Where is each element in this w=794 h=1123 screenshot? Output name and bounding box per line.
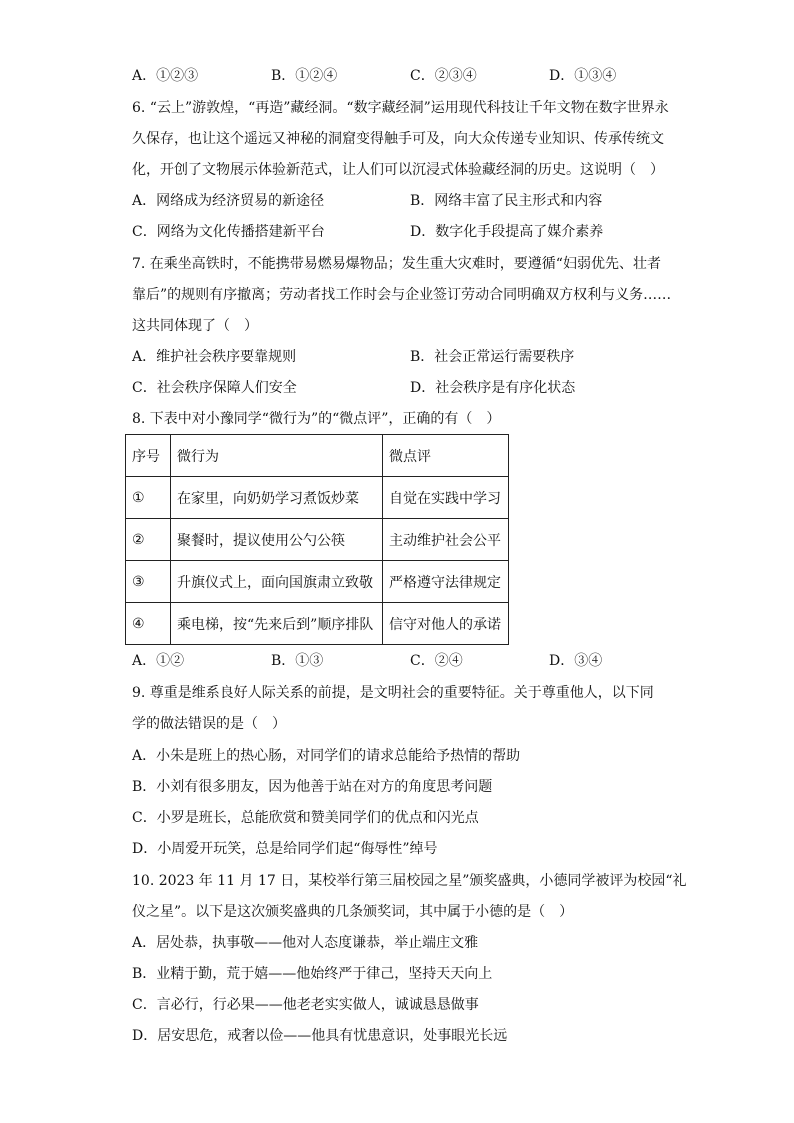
table-cell: 严格遵守法律规定 [383, 561, 509, 603]
q5-option-d: D．①③④ [549, 68, 617, 84]
q7-option-b: B．社会正常运行需要秩序 [410, 349, 575, 365]
q6-stem-line-2: 久保存，也让这个遥远又神秘的洞窟变得触手可及，向大众传递专业知识、传承传统文 [132, 131, 664, 147]
q10-stem-line-2: 仪之星”。以下是这次颁奖盛典的几条颁奖词，其中属于小德的是（ ） [132, 904, 574, 920]
q6-option-a: A．网络成为经济贸易的新途径 [132, 193, 325, 209]
table-cell: 乘电梯，按“先来后到”顺序排队 [171, 603, 383, 645]
micro-behavior-table [125, 434, 509, 645]
q7-option-d: D．社会秩序是有序化状态 [410, 380, 576, 396]
table-cell: 自觉在实践中学习 [383, 477, 509, 519]
q8-option-c: C．②④ [410, 653, 463, 669]
table-header-cell: 序号 [126, 435, 171, 477]
table-cell: ④ [126, 603, 171, 645]
q7-option-c: C．社会秩序保障人们安全 [132, 380, 297, 396]
table-cell: 信守对他人的承诺 [383, 603, 509, 645]
q5-option-b: B．①②④ [271, 68, 338, 84]
q8-stem: 8. 下表中对小豫同学“微行为”的“微点评”，正确的有（ ） [132, 411, 501, 427]
q8-option-d: D．③④ [549, 653, 603, 669]
table-cell: ② [126, 519, 171, 561]
q6-option-d: D．数字化手段提高了媒介素养 [410, 224, 604, 240]
q5-option-a: A．①②③ [132, 68, 199, 84]
table-cell: ① [126, 477, 171, 519]
q5-option-c: C．②③④ [410, 68, 477, 84]
q10-option-d: D．居安思危，戒奢以俭——他具有忧患意识，处事眼光长远 [132, 1028, 508, 1044]
q6-option-b: B．网络丰富了民主形式和内容 [410, 193, 603, 209]
q7-stem-line-3: 这共同体现了（ ） [132, 318, 258, 334]
q9-option-c: C．小罗是班长，总能欣赏和赞美同学们的优点和闪光点 [132, 810, 479, 826]
q10-stem-line-1: 10. 2023 年 11 月 17 日，某校举行第三届校园之星”颁奖盛典，小德同学被评为校园“礼 [132, 873, 687, 889]
q7-stem-line-1: 7. 在乘坐高铁时，不能携带易燃易爆物品；发生重大灾难时，要遵循“妇弱优先、壮者 [132, 256, 661, 272]
table-row [126, 519, 509, 561]
q10-option-b: B．业精于勤，荒于嬉——他始终严于律己，坚持天天向上 [132, 966, 493, 982]
table-row [126, 603, 509, 645]
q6-stem-line-3: 化，开创了文物展示体验新范式，让人们可以沉浸式体验藏经洞的历史。这说明（ ） [132, 162, 664, 178]
q8-option-a: A．①② [132, 653, 185, 669]
q10-option-c: C．言必行，行必果——他老老实实做人，诚诚恳恳做事 [132, 997, 479, 1013]
q8-option-b: B．①③ [271, 653, 324, 669]
table-cell: 在家里，向奶奶学习煮饭炒菜 [171, 477, 383, 519]
q9-stem-line-2: 学的做法错误的是（ ） [132, 716, 286, 732]
q10-option-a: A．居处恭，执事敬——他对人态度谦恭，举止端庄文雅 [132, 935, 479, 951]
table-row [126, 561, 509, 603]
table-row [126, 477, 509, 519]
q6-stem-line-1: 6. “云上”游敦煌，“再造”藏经洞。“数字藏经洞”运用现代科技让千年文物在数字世界永 [132, 100, 669, 116]
table-header-row [126, 435, 509, 477]
q9-option-d: D．小周爱开玩笑，总是给同学们起“侮辱性”绰号 [132, 841, 438, 857]
q7-option-a: A．维护社会秩序要靠规则 [132, 349, 297, 365]
q7-stem-line-2: 靠后”的规则有序撤离；劳动者找工作时会与企业签订劳动合同明确双方权利与义务…… [132, 287, 672, 303]
q9-option-b: B．小刘有很多朋友，因为他善于站在对方的角度思考问题 [132, 779, 493, 795]
table-header-cell: 微点评 [383, 435, 509, 477]
table-cell: 主动维护社会公平 [383, 519, 509, 561]
q9-stem-line-1: 9. 尊重是维系良好人际关系的前提，是文明社会的重要特征。关于尊重他人，以下同 [132, 685, 654, 701]
table-cell: 聚餐时，提议使用公勺公筷 [171, 519, 383, 561]
table-cell: ③ [126, 561, 171, 603]
q6-option-c: C．网络为文化传播搭建新平台 [132, 224, 325, 240]
table-header-cell: 微行为 [171, 435, 383, 477]
q9-option-a: A．小朱是班上的热心肠，对同学们的请求总能给予热情的帮助 [132, 748, 521, 764]
table-cell: 升旗仪式上，面向国旗肃立致敬 [171, 561, 383, 603]
